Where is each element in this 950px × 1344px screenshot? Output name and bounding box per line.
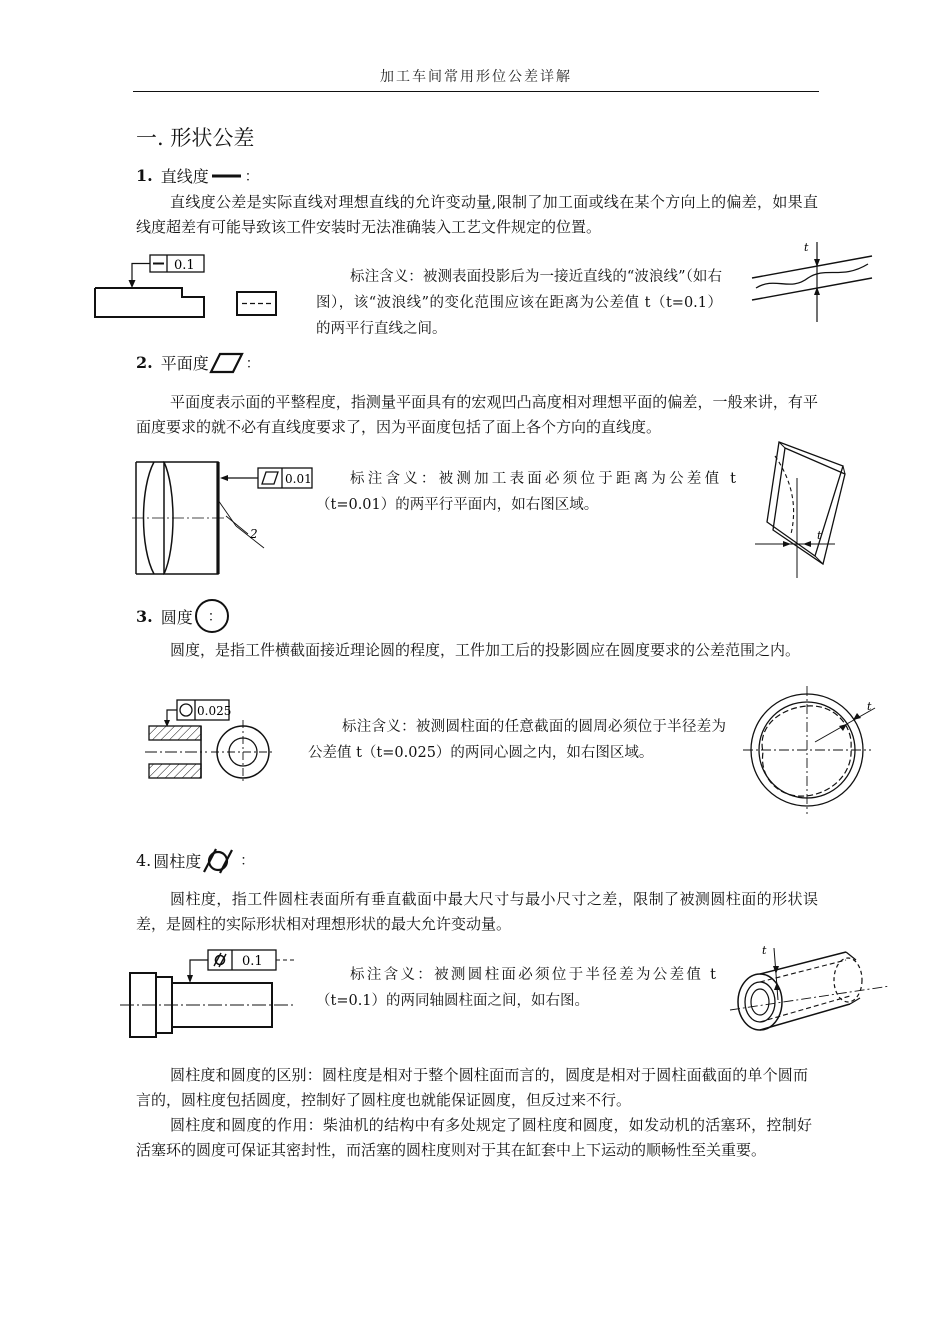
cylindricity-tolerance-zone-diagram: [720, 940, 895, 1040]
roundness-tolerance-zone-diagram: [735, 686, 885, 816]
flatness-description: 平面度表示面的平整程度，指测量平面具有的宏观凹凸高度相对理想平面的偏差，一般来讲，有平面度要求的就不必有直线度要求了，因为平面度包括了面上各个方向的直线度。: [136, 393, 818, 436]
heading-label: 圆柱度: [153, 851, 202, 871]
cylindricity-symbol-icon: [202, 846, 238, 874]
heading-number: 2.: [136, 353, 153, 372]
roundness-note: 标注含义：被测圆柱面的任意截面的圆周必须位于半径差为公差值 t（t=0.025）的两同心圆之内，如右图区域。: [308, 719, 726, 761]
flatness-tolerance-zone-diagram: [745, 438, 850, 583]
straightness-symbol-icon: [211, 170, 243, 182]
heading-cylindricity: [136, 846, 254, 874]
difference-paragraph: 圆柱度和圆度的区别：圆柱度是相对于整个圆柱面而言的，圆度是相对于圆柱面截面的单个圆而言的，圆柱度包括圆度，控制好了圆柱度也就能保证圆度，但反过来不行。: [136, 1066, 808, 1109]
heading-roundness: [136, 598, 236, 634]
roundness-description: 圆度，是指工件横截面接近理论圆的程度，工件加工后的投影圆应在圆度要求的公差范围之内。: [170, 641, 801, 659]
flatness-note: 标注含义：被测加工表面必须位于距离为公差值 t（t=0.01）的两平行平面内，如右图区域。: [316, 471, 736, 513]
flatness-drawing: [130, 458, 320, 578]
cylindricity-frame-value: 0.1: [242, 954, 263, 969]
roundness-frame-value: 0.025: [197, 704, 232, 718]
flatness-symbol-icon: [210, 352, 244, 374]
roundness-drawing: [145, 696, 315, 791]
heading-colon: ：: [245, 355, 260, 372]
heading-number: 3.: [136, 606, 153, 626]
flatness-tol-label: t: [817, 529, 822, 542]
straightness-frame-value: 0.1: [174, 258, 195, 273]
heading-colon: ：: [240, 853, 255, 869]
roundness-symbol-icon: [194, 598, 230, 634]
cylindricity-note: 标注含义：被测圆柱面必须位于半径差为公差值 t（t=0.1）的两同轴圆柱面之间，如右图。: [316, 967, 716, 1009]
function-paragraph: 圆柱度和圆度的作用：柴油机的结构中有多处规定了圆柱度和圆度，如发动机的活塞环，控制好活塞环的圆度可保证其密封性，而活塞的圆柱度则对于其在缸套中上下运动的顺畅性至关重要。: [136, 1116, 812, 1159]
heading-number: 4.: [136, 850, 152, 870]
cylindricity-tol-label: t: [762, 944, 767, 957]
flatness-mark-label: 2: [250, 527, 258, 541]
straightness-tol-label: t: [804, 241, 809, 254]
header-rule: [133, 91, 819, 92]
roundness-tol-label: t: [867, 700, 872, 713]
heading-number: 1.: [136, 166, 153, 185]
heading-colon: ：: [207, 609, 222, 625]
cylindricity-description: 圆柱度，指工件圆柱表面所有垂直截面中最大尺寸与最小尺寸之差，限制了被测圆柱面的形状误差，是圆柱的实际形状相对理想形状的最大允许变动量。: [136, 890, 818, 933]
cylindricity-drawing: [120, 945, 300, 1045]
heading-colon: ：: [244, 168, 259, 185]
heading-straightness: [136, 164, 259, 187]
straightness-note: 标注含义：被测表面投影后为一接近直线的“波浪线”（如右图），该“波浪线”的变化范围应该在距离为公差值 t（t=0.1）的两平行直线之间。: [316, 269, 722, 337]
page-header-title: 加工车间常用形位公差详解: [380, 69, 572, 85]
heading-label: 直线度: [160, 167, 209, 186]
straightness-tolerance-zone-diagram: [750, 240, 875, 325]
heading-label: 平面度: [160, 354, 209, 373]
straightness-drawing: [90, 250, 290, 325]
heading-flatness: [136, 351, 260, 374]
straightness-description: 直线度公差是实际直线对理想直线的允许变动量,限制了加工面或线在某个方向上的偏差，如果直线度超差有可能导致该工件安装时无法准确装入工艺文件规定的位置。: [136, 193, 818, 236]
heading-label: 圆度: [160, 607, 193, 627]
section-title: 一. 形状公差: [136, 126, 255, 150]
flatness-frame-value: 0.01: [285, 472, 312, 486]
